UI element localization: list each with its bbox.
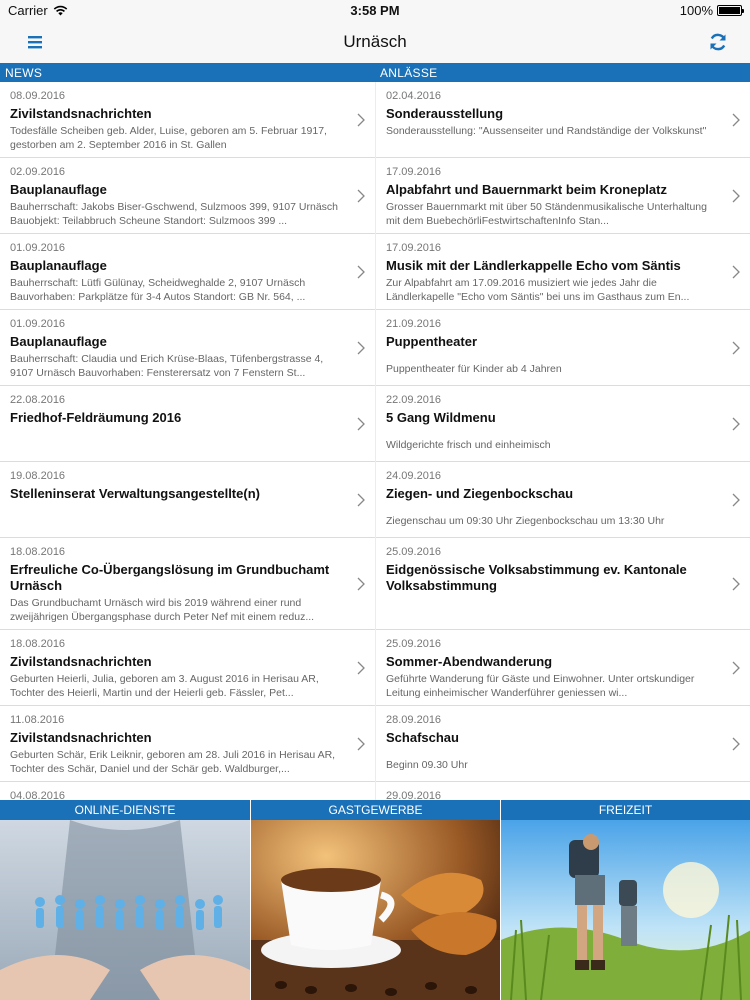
event-item[interactable] [376, 706, 750, 782]
news-item[interactable] [0, 158, 375, 234]
item-title: Zivilstandsnachrichten [10, 106, 152, 121]
refresh-icon[interactable] [706, 30, 730, 54]
status-bar [0, 0, 750, 20]
chevron-right-icon [357, 265, 365, 279]
event-item[interactable] [376, 158, 750, 234]
coffee-and-croissants-image [251, 820, 500, 1000]
item-title: Bauplanauflage [10, 258, 107, 273]
item-title: Zivilstandsnachrichten [10, 654, 152, 669]
item-date: 02.09.2016 [10, 166, 66, 178]
chevron-right-icon [357, 577, 365, 591]
hands-holding-people-network-image [0, 820, 250, 1000]
news-item[interactable] [0, 310, 375, 386]
event-item[interactable] [376, 782, 750, 800]
tile-online-dienste[interactable] [0, 800, 250, 1000]
events-list[interactable] [375, 82, 750, 800]
item-date: 24.09.2016 [386, 470, 442, 482]
chevron-right-icon [732, 493, 740, 507]
tile-gastgewerbe[interactable] [250, 800, 500, 1000]
item-description: Bauherrschaft: Claudia und Erich Krüse-Blaas, Tüfenbergstrasse 4, 9107 Urnäsch Bauvorhaben: Fensterersatz von 7 Fenstern St... [10, 353, 324, 379]
item-description: Puppentheater für Kinder ab 4 Jahren [386, 363, 562, 375]
event-item[interactable] [376, 234, 750, 310]
chevron-right-icon [732, 113, 740, 127]
status-left [8, 3, 68, 18]
item-description: Todesfälle Scheiben geb. Alder, Luise, geboren am 5. Februar 1917, gestorben am 2. September 2016 in St. Gallen [10, 125, 327, 151]
event-item[interactable] [376, 310, 750, 386]
chevron-right-icon [732, 265, 740, 279]
tile-label: FREIZEIT [501, 800, 750, 820]
tile-freizeit[interactable] [500, 800, 750, 1000]
item-description: Geburten Heierli, Julia, geboren am 3. August 2016 in Herisau AR, Tochter des Heierli, Martin und der Heierli geb. Fässler, Pet... [10, 673, 319, 699]
chevron-right-icon [357, 189, 365, 203]
item-title: Schafschau [386, 730, 459, 745]
item-title: Sommer-Abendwanderung [386, 654, 553, 669]
chevron-right-icon [357, 113, 365, 127]
category-tiles [0, 800, 750, 1000]
item-description: Geburten Schär, Erik Leiknir, geboren am 28. Juli 2016 in Herisau AR, Tochter des Schär, Daniel und der Schär geb. Waldburger,... [10, 749, 336, 775]
item-description: Bauherrschaft: Lütfi Gülünay, Scheidweghalde 2, 9107 Urnäsch Bauvorhaben: Parkplätze für 3-4 Autos Standort: GB Nr. 564, ... [10, 277, 306, 303]
chevron-right-icon [357, 341, 365, 355]
news-section-label: NEWS [5, 66, 43, 80]
item-description: Sonderausstellung: "Aussenseiter und Randständige der Volkskunst" [386, 125, 707, 137]
event-item[interactable] [376, 82, 750, 158]
hamburger-menu-icon[interactable] [22, 32, 48, 52]
wifi-icon [53, 5, 68, 16]
event-item[interactable] [376, 538, 750, 630]
item-title: Erfreuliche Co-Übergangslösung im Grundbuchamt Urnäsch [10, 562, 330, 593]
event-item[interactable] [376, 630, 750, 706]
item-title: Eidgenössische Volksabstimmung ev. Kantonale Volksabstimmung [386, 562, 687, 593]
page-title: Urnäsch [343, 31, 407, 51]
item-title: Zivilstandsnachrichten [10, 730, 152, 745]
item-date: 11.08.2016 [10, 714, 65, 726]
chevron-right-icon [357, 493, 365, 507]
item-title: Alpabfahrt und Bauernmarkt beim Kroneplatz [386, 182, 667, 197]
item-date: 01.09.2016 [10, 242, 66, 254]
hikers-in-meadow-image [501, 820, 750, 1000]
tile-label: GASTGEWERBE [251, 800, 500, 820]
news-list[interactable] [0, 82, 375, 800]
item-description: Wildgerichte frisch und einheimisch [386, 439, 551, 451]
chevron-right-icon [357, 661, 365, 675]
news-item[interactable] [0, 706, 375, 782]
news-item[interactable] [0, 462, 375, 538]
news-item[interactable] [0, 82, 375, 158]
chevron-right-icon [357, 417, 365, 431]
item-date: 02.04.2016 [386, 90, 442, 102]
news-item[interactable] [0, 386, 375, 462]
battery-percent: 100% [679, 2, 713, 18]
item-description: Beginn 09.30 Uhr [386, 759, 468, 771]
item-title: Musik mit der Ländlerkappelle Echo vom Säntis [386, 258, 681, 273]
item-date: 08.09.2016 [10, 90, 66, 102]
item-date: 18.08.2016 [10, 546, 66, 558]
news-item[interactable] [0, 782, 375, 800]
item-description: Bauherrschaft: Jakobs Biser-Gschwend, Sulzmoos 399, 9107 Urnäsch Bauobjekt: Teilabbruch Scheune Standort: Sulzmoos 399 ... [10, 201, 338, 227]
item-date: 22.08.2016 [10, 394, 66, 406]
item-date: 28.09.2016 [386, 714, 442, 726]
item-description: Grosser Bauernmarkt mit über 50 Ständenmusikalische Unterhaltung mit dem BuebechörliFestwirtschaftenInfo Stan... [386, 201, 707, 227]
chevron-right-icon [357, 737, 365, 751]
item-description: Zur Alpabfahrt am 17.09.2016 musiziert wie jedes Jahr die Ländlerkapelle "Echo vom Säntis" bei uns im Gasthaus zum En... [386, 277, 690, 303]
item-title: Puppentheater [386, 334, 478, 349]
item-date: 18.08.2016 [10, 638, 66, 650]
item-date: 22.09.2016 [386, 394, 442, 406]
clock: 3:58 PM [350, 2, 400, 18]
item-date: 01.09.2016 [10, 318, 66, 330]
chevron-right-icon [732, 737, 740, 751]
tile-label: ONLINE-DIENSTE [0, 800, 250, 820]
item-date: 17.09.2016 [386, 242, 442, 254]
item-description: Ziegenschau um 09:30 Uhr Ziegenbockschau um 13:30 Uhr [386, 515, 665, 527]
item-date: 04.08.2016 [10, 790, 66, 800]
event-item[interactable] [376, 462, 750, 538]
item-date: 17.09.2016 [386, 166, 442, 178]
battery-icon [717, 5, 742, 16]
event-item[interactable] [376, 386, 750, 462]
item-title: Stelleninserat Verwaltungsangestellte(n) [10, 486, 260, 501]
news-item[interactable] [0, 630, 375, 706]
events-section-label: ANLÄSSE [380, 66, 438, 80]
news-item[interactable] [0, 234, 375, 310]
item-description: Das Grundbuchamt Urnäsch wird bis 2019 während einer rund zweijährigen Übergangsphase durch Peter Nef mit einem reduz... [10, 597, 315, 623]
item-date: 25.09.2016 [386, 638, 442, 650]
item-date: 25.09.2016 [386, 546, 442, 558]
item-title: Bauplanauflage [10, 182, 107, 197]
chevron-right-icon [732, 661, 740, 675]
item-title: Friedhof-Feldräumung 2016 [10, 410, 182, 425]
item-date: 21.09.2016 [386, 318, 442, 330]
navigation-bar [0, 20, 750, 63]
item-title: Bauplanauflage [10, 334, 107, 349]
chevron-right-icon [732, 577, 740, 591]
item-description: Geführte Wanderung für Gäste und Einwohner. Unter ortskundiger Leitung einheimischer Wanderführer geniessen wi... [386, 673, 695, 699]
news-item[interactable] [0, 538, 375, 630]
item-title: Sonderausstellung [386, 106, 504, 121]
carrier-label: Carrier [8, 2, 48, 18]
chevron-right-icon [732, 189, 740, 203]
item-title: Ziegen- und Ziegenbockschau [386, 486, 574, 501]
item-date: 29.09.2016 [386, 790, 442, 800]
chevron-right-icon [732, 341, 740, 355]
item-date: 19.08.2016 [10, 470, 66, 482]
status-right [680, 3, 742, 18]
section-header-bar [0, 63, 750, 82]
chevron-right-icon [732, 417, 740, 431]
item-title: 5 Gang Wildmenu [386, 410, 496, 425]
